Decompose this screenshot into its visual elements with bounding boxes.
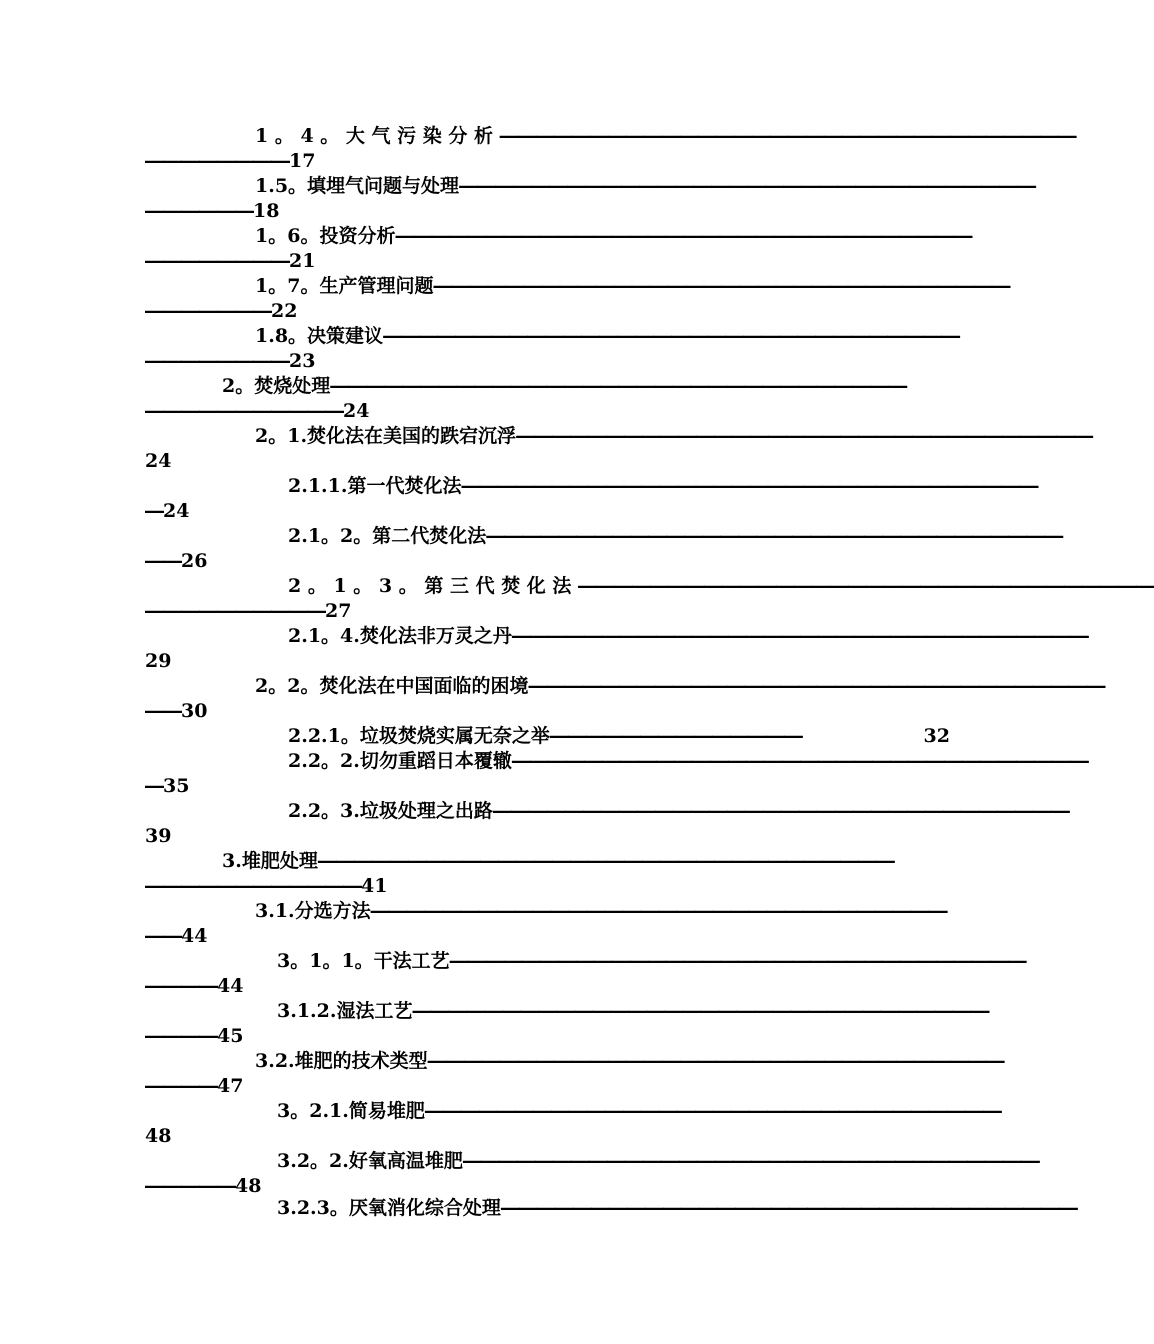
table-of-contents: 1 。 4 。 大 气 污 染 分 析 ―――――――――――――――――――――――――――――――― ――――――――17 1.5。填埋气问题与处理 ―――――――――――――――――――――――――――――――― ――――――18 1。6。投资分析 ―――――――――――――――――――――――――――――――― ――――――――21 1。7。生产管理问题 ―――――――――――――――――――――――――――――――― ―――――――22 1.8。决策建议 ―――――――――――――――――――――――――――――――― ――――――――23 2。焚烧处理 ―――――――――――――――――――――――――――――――― ―――――――――――24 2。1.焚化法在美国的跌宕沉浮 ―――――――――――――――――――――――――――――――― 24 2.1.1.第一代焚化法 ―――――――――――――――――――――――――――――――― ―24 2.1。2。第二代焚化法 ―――――――――――――――――――――――――――――――― ――26 2 。 1 。 3 。 第 三 代 焚 化 法 ―――――――――――――――――――――――――――――――― ――――――――――27 2.1。4.焚化法非万灵之丹 ―――――――――――――――――――――――――――――――― 29 2。2。焚化法在中国面临的困境 ―――――――――――――――――――――――――――――――― ――30 2.2.1。垃圾焚烧实属无奈之举 ―――――――――――――― 32 2.2。2.切勿重蹈日本覆辙 ―――――――――――――――――――――――――――――――― ―35 2.2。3.垃圾处理之出路 ―――――――――――――――――――――――――――――――― 39 3.堆肥处理 ―――――――――――――――――――――――――――――――― ――――――――――――41 3.1.分选方法 ―――――――――――――――――――――――――――――――― ――44 3。1。1。干法工艺 ―――――――――――――――――――――――――――――――― ――――44 3.1.2.湿法工艺 ―――――――――――――――――――――――――――――――― ――――45 3.2.堆肥的技术类型 ―――――――――――――――――――――――――――――――― ――――47 3。2.1.简易堆肥 ―――――――――――――――――――――――――――――――― 48 3.2。2.好氧高温堆肥 ―――――――――――――――――――――――――――――――― ―――――48 3.2.3。厌氧消化综合处理 ―――――――――――――――――――――――――――――――― [145, 125, 1154, 1219]
toc-entry-page: 44 [217, 975, 244, 997]
toc-entry-page: 18 [253, 200, 280, 222]
toc-entry-title: 3。1。1。干法工艺 [277, 950, 450, 972]
toc-entry-page: 29 [145, 650, 172, 672]
toc-entry-title: 3.2.3。厌氧消化综合处理 [277, 1197, 501, 1219]
toc-entry-title: 2.2。3.垃圾处理之出路 [288, 800, 493, 822]
toc-entry-page: 47 [217, 1075, 244, 1097]
toc-entry-title: 1.5。填埋气问题与处理 [255, 175, 460, 197]
toc-entry-page: 24 [163, 500, 190, 522]
toc-entry-title: 3.堆肥处理 [222, 850, 318, 872]
toc-entry-page: 21 [289, 250, 316, 272]
toc-entry-page: 39 [145, 825, 172, 847]
toc-entry-title: 2。2。焚化法在中国面临的困境 [255, 675, 529, 697]
toc-entry-page: 45 [217, 1025, 244, 1047]
toc-entry-title: 1。6。投资分析 [255, 225, 396, 247]
toc-entry-page: 48 [235, 1175, 262, 1197]
toc-entry-title: 1。7。生产管理问题 [255, 275, 434, 297]
toc-entry-page: 22 [271, 300, 298, 322]
toc-entry-page: 26 [181, 550, 208, 572]
toc-entry-title: 1 。 4 。 大 气 污 染 分 析 [255, 125, 500, 147]
toc-entry-page: 32 [923, 725, 950, 747]
toc-entry-title: 2。焚烧处理 [222, 375, 331, 397]
toc-entry-page: 24 [343, 400, 370, 422]
toc-entry-title: 2 。 1 。 3 。 第 三 代 焚 化 法 [288, 575, 579, 597]
toc-entry-title: 3.2。2.好氧高温堆肥 [277, 1150, 463, 1172]
toc-entry-title: 2.1.1.第一代焚化法 [288, 475, 462, 497]
toc-entry-title: 3.1.2.湿法工艺 [277, 1000, 413, 1022]
toc-entry-title: 2.1。4.焚化法非万灵之丹 [288, 625, 512, 647]
toc-entry-title: 2。1.焚化法在美国的跌宕沉浮 [255, 425, 517, 447]
toc-entry-page: 48 [145, 1125, 172, 1147]
toc-entry-title: 3。2.1.简易堆肥 [277, 1100, 425, 1122]
toc-entry-title: 2.2.1。垃圾焚烧实属无奈之举 [288, 725, 550, 747]
toc-entry-title: 3.1.分选方法 [255, 900, 371, 922]
toc-entry-title: 2.2。2.切勿重蹈日本覆辙 [288, 750, 512, 772]
toc-entry-page: 41 [361, 875, 388, 897]
toc-entry-page: 27 [325, 600, 352, 622]
toc-entry-page: 35 [163, 775, 190, 797]
toc-entry-page: 17 [289, 150, 316, 172]
toc-entry-page: 30 [181, 700, 208, 722]
toc-entry-title: 3.2.堆肥的技术类型 [255, 1050, 428, 1072]
toc-entry-page: 44 [181, 925, 208, 947]
toc-entry-page: 24 [145, 450, 172, 472]
toc-entry-page: 23 [289, 350, 316, 372]
toc-entry-title: 1.8。决策建议 [255, 325, 384, 347]
toc-entry-title: 2.1。2。第二代焚化法 [288, 525, 487, 547]
